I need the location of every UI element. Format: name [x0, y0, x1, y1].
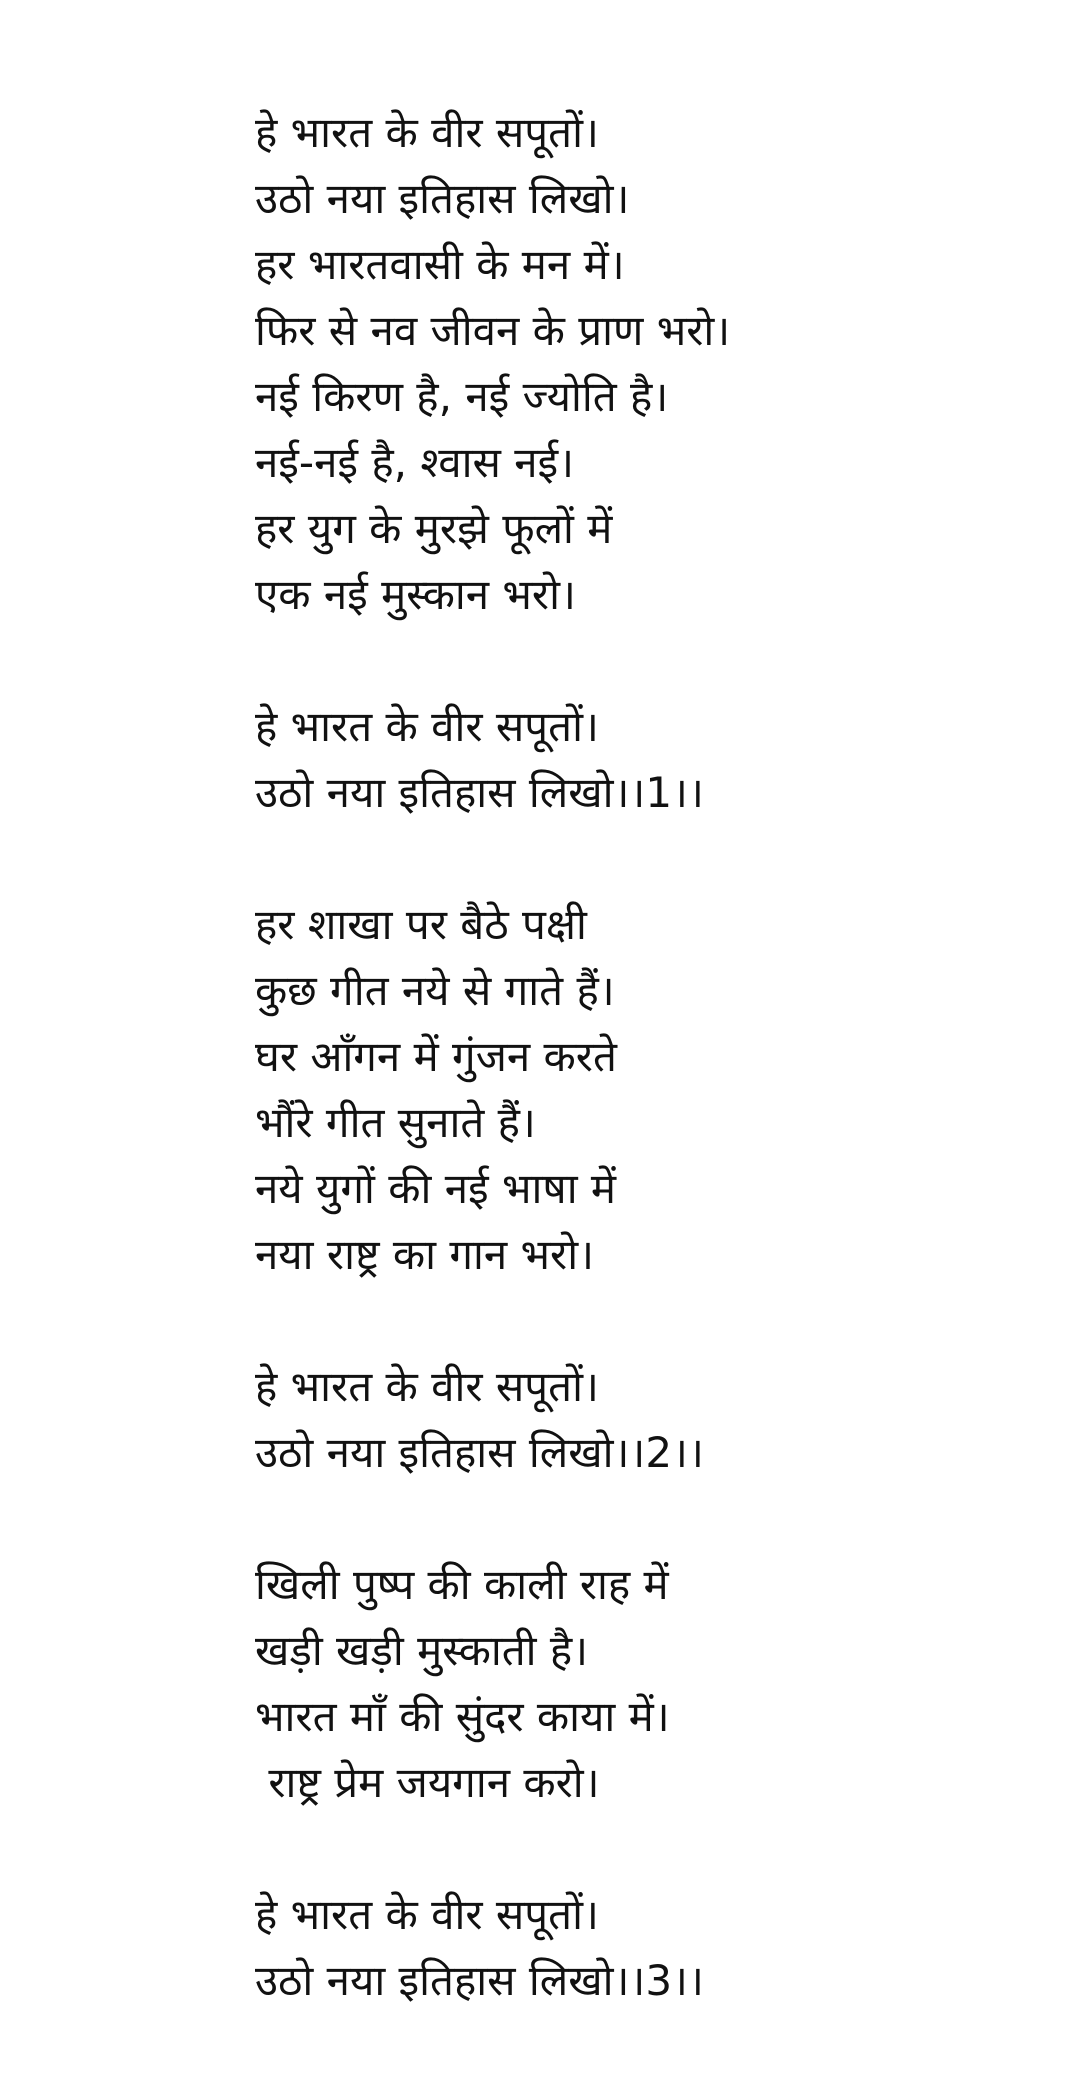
poem-line: खड़ी खड़ी मुस्काती है।	[255, 1626, 589, 1675]
stanza-3	[255, 1552, 1055, 1816]
poem-line: घर आँगन में गुंजन करते	[255, 1032, 617, 1081]
poem-line: हर शाखा पर बैठे पक्षी	[255, 900, 587, 949]
chorus-3	[255, 1882, 1055, 2014]
poem-line: कुछ गीत नये से गाते हैं।	[255, 966, 615, 1015]
chorus-2	[255, 1354, 1055, 1486]
poem-line: राष्ट्र प्रेम जयगान करो।	[255, 1758, 600, 1807]
stanza-1	[255, 100, 1055, 628]
poem-line: खिली पुष्प की काली राह में	[255, 1560, 669, 1609]
chorus-line: हे भारत के वीर सपूतों।	[255, 1890, 599, 1939]
chorus-line: हे भारत के वीर सपूतों।	[255, 702, 599, 751]
poem-line: भौंरे गीत सुनाते हैं।	[255, 1098, 536, 1147]
poem-line: हर भारतवासी के मन में।	[255, 240, 625, 289]
poem-line: नई-नई है, श्वास नई।	[255, 438, 575, 487]
poem-line: हे भारत के वीर सपूतों।	[255, 108, 599, 157]
poem-line: नया राष्ट्र का गान भरो।	[255, 1230, 595, 1279]
chorus-line: उठो नया इतिहास लिखो।।1।।	[255, 768, 704, 817]
poem-line: नई किरण है, नई ज्योति है।	[255, 372, 669, 421]
poem-line: फिर से नव जीवन के प्राण भरो।	[255, 306, 731, 355]
chorus-line: उठो नया इतिहास लिखो।।2।।	[255, 1428, 704, 1477]
poem-body	[255, 100, 1055, 2080]
stanza-2	[255, 892, 1055, 1288]
poem-line: एक नई मुस्कान भरो।	[255, 570, 576, 619]
chorus-1	[255, 694, 1055, 826]
poem-line: नये युगों की नई भाषा में	[255, 1164, 617, 1213]
chorus-line: उठो नया इतिहास लिखो।।3।।	[255, 1956, 704, 2005]
poem-line: भारत माँ की सुंदर काया में।	[255, 1692, 670, 1741]
poem-line: उठो नया इतिहास लिखो।	[255, 174, 630, 223]
chorus-line: हे भारत के वीर सपूतों।	[255, 1362, 599, 1411]
poem-line: हर युग के मुरझे फूलों में	[255, 504, 613, 553]
